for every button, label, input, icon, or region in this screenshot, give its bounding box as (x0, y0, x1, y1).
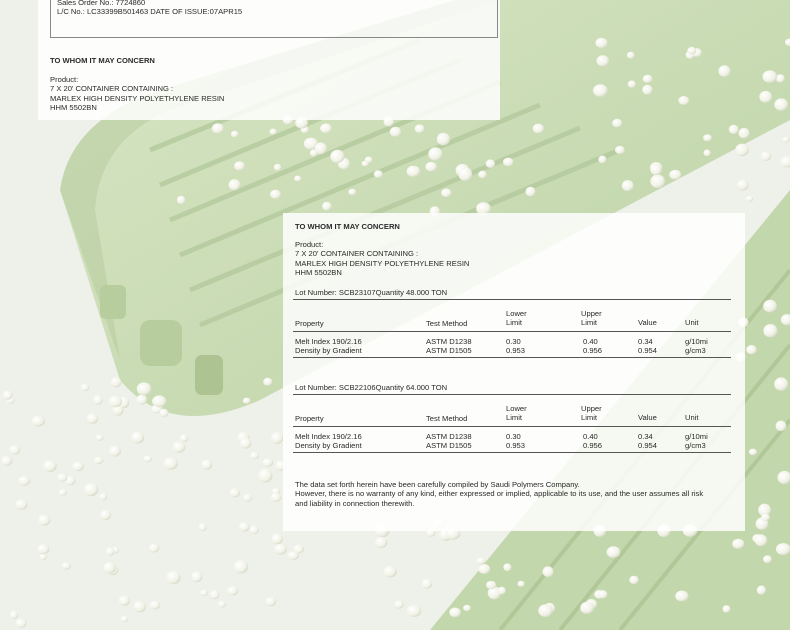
resin-pellet (782, 137, 789, 143)
resin-pellet (441, 189, 451, 198)
resin-pellet (9, 445, 20, 455)
sales-order-number: Sales Order No.: 7724860 (57, 0, 146, 7)
resin-pellet (622, 180, 634, 191)
resin-pellet (271, 493, 282, 502)
resin-pellet (759, 91, 772, 103)
resin-pellet (478, 564, 490, 574)
resin-pellet (202, 459, 213, 469)
resin-pellet (746, 345, 757, 354)
resin-pellet (10, 611, 18, 619)
table-cell: ASTM D1505 (426, 441, 472, 450)
resin-pellet (152, 395, 166, 407)
col-upper-2: Limit (581, 318, 598, 327)
resin-pellet (628, 80, 636, 87)
resin-pellet (243, 494, 252, 502)
table-cell: 0.30 (506, 432, 521, 441)
resin-pellet (3, 391, 13, 400)
resin-pellet (272, 533, 283, 544)
resin-pellet (271, 432, 284, 444)
resin-pellet (100, 510, 111, 520)
resin-pellet (375, 537, 387, 548)
resin-pellet (642, 85, 652, 95)
table-rule (293, 331, 731, 332)
table-cell: 0.34 (638, 337, 653, 346)
resin-pellet (763, 300, 777, 313)
resin-pellet (37, 544, 49, 554)
resin-pellet (231, 131, 239, 138)
resin-pellet (607, 546, 621, 558)
concern-heading: TO WHOM IT MAY CONCERN (50, 56, 155, 65)
resin-pellet (274, 544, 286, 555)
resin-pellet (109, 396, 122, 407)
resin-pellet (250, 526, 259, 534)
resin-pellet (463, 605, 471, 611)
resin-pellet (729, 125, 739, 134)
col-lower-1: Lower (506, 404, 527, 413)
col-lower-2: Limit (506, 318, 523, 327)
resin-pellet (212, 123, 224, 133)
resin-pellet (704, 150, 711, 157)
resin-pellet (144, 455, 153, 462)
resin-pellet (111, 377, 122, 387)
resin-pellet (263, 378, 272, 386)
resin-pellet (437, 133, 450, 146)
table-cell: g/cm3 (685, 346, 706, 355)
col-lower-2: Limit (506, 413, 523, 422)
resin-pellet (100, 493, 107, 500)
col-test-method: Test Method (426, 319, 468, 328)
table-cell: g/cm3 (685, 441, 706, 450)
resin-pellet (478, 171, 486, 179)
table-rule (293, 452, 731, 453)
resin-pellet (498, 587, 506, 595)
resin-pellet (96, 434, 104, 440)
resin-pellet (1, 456, 12, 466)
lot-number-line (295, 383, 447, 392)
resin-pellet (320, 123, 332, 133)
resin-pellet (703, 134, 712, 141)
resin-pellet (627, 52, 635, 59)
resin-pellet (598, 590, 607, 598)
resin-pellet (763, 555, 772, 563)
resin-pellet (687, 47, 696, 54)
resin-pellet (749, 449, 757, 456)
resin-pellet (234, 161, 245, 170)
resin-pellet (477, 557, 486, 565)
resin-pellet (615, 146, 625, 154)
resin-pellet (199, 523, 207, 531)
resin-pellet (459, 167, 473, 181)
resin-pellet (239, 522, 250, 532)
product-line: 7 X 20' CONTAINER CONTAINING : (295, 249, 419, 259)
resin-pellet (669, 170, 681, 180)
resin-pellet (774, 98, 788, 110)
resin-pellet (763, 324, 777, 337)
resin-pellet (612, 119, 622, 128)
resin-pellet (762, 70, 777, 82)
resin-pellet (137, 395, 148, 405)
resin-pellet (315, 142, 327, 154)
table-cell: 0.34 (638, 432, 653, 441)
product-line: MARLEX HIGH DENSITY POLYETHYLENE RESIN (50, 93, 225, 103)
resin-pellet (40, 553, 47, 560)
resin-pellet (776, 74, 785, 82)
resin-pellet (407, 605, 422, 617)
resin-pellet (210, 590, 219, 599)
table-cell: 0.953 (506, 441, 526, 450)
col-upper-1: Upper (581, 404, 602, 413)
resin-pellet (191, 571, 202, 582)
resin-pellet (774, 377, 788, 390)
table-cell: 0.954 (638, 441, 658, 450)
table-cell: 0.30 (506, 337, 521, 346)
resin-pellet (149, 544, 159, 553)
resin-pellet (163, 457, 178, 470)
product-line: HHM 5502BN (295, 268, 342, 278)
col-property: Property (295, 414, 324, 423)
resin-pellet (739, 128, 750, 139)
resin-pellet (678, 96, 689, 105)
resin-pellet (150, 601, 161, 610)
certificate-top (38, 0, 500, 120)
resin-pellet (218, 601, 226, 608)
certificate-main (283, 213, 745, 531)
product-line: MARLEX HIGH DENSITY POLYETHYLENE RESIN (295, 258, 470, 268)
resin-pellet (755, 534, 767, 546)
table-cell: g/10mi (685, 432, 708, 441)
disclaimer-line: and liability in connection therewith. (295, 498, 415, 508)
resin-pellet (134, 601, 146, 613)
resin-pellet (288, 551, 299, 560)
table-cell: Melt Index 190/2.16 (295, 432, 362, 441)
table-rule (293, 394, 731, 395)
product-line: HHM 5502BN (50, 103, 97, 113)
resin-pellet (180, 434, 188, 442)
resin-pellet (200, 590, 208, 596)
col-unit: Unit (685, 318, 699, 327)
resin-pellet (263, 458, 273, 467)
lot-number-line (295, 288, 447, 297)
resin-pellet (81, 384, 89, 392)
lot-number-text: Lot Number: SCB22106Quantity 64.000 TON (295, 383, 448, 392)
col-lower-1: Lower (506, 309, 527, 318)
resin-pellet (120, 616, 128, 623)
table-cell: Melt Index 190/2.16 (295, 337, 362, 346)
table-cell: g/10mi (685, 337, 708, 346)
table-cell: ASTM D1238 (426, 337, 472, 346)
resin-pellet (87, 413, 98, 424)
table-cell: Density by Gradient (295, 441, 362, 450)
col-property: Property (295, 319, 324, 328)
resin-pellet (597, 55, 610, 66)
resin-pellet (407, 166, 421, 177)
resin-pellet (503, 563, 511, 571)
resin-pellet (106, 547, 115, 555)
resin-pellet (761, 151, 771, 161)
resin-pellet (73, 462, 84, 472)
order-box (50, 0, 498, 38)
resin-pellet (776, 421, 787, 432)
resin-pellet (57, 473, 67, 481)
resin-pellet (395, 600, 404, 608)
resin-pellet (250, 452, 259, 460)
table-cell: Density by Gradient (295, 346, 362, 355)
resin-pellet (761, 514, 770, 521)
resin-pellet (15, 499, 27, 509)
resin-pellet (177, 196, 185, 204)
resin-pellet (629, 576, 638, 584)
resin-pellet (229, 179, 241, 190)
table-rule (293, 357, 731, 358)
resin-pellet (227, 586, 238, 595)
table-cell: 0.954 (638, 346, 658, 355)
resin-pellet (43, 460, 57, 472)
resin-pellet (543, 566, 554, 577)
resin-pellet (94, 456, 103, 464)
resin-pellet (166, 571, 180, 585)
resin-pellet (62, 562, 71, 570)
table-cell: 0.956 (583, 346, 603, 355)
product-label: Product: (50, 75, 79, 84)
resin-pellet (234, 560, 248, 573)
resin-pellet (240, 438, 251, 449)
resin-pellet (270, 190, 281, 199)
table-cell: ASTM D1238 (426, 432, 472, 441)
resin-pellet (270, 129, 277, 135)
col-test-method: Test Method (426, 414, 468, 423)
resin-pellet (425, 162, 437, 172)
resin-pellet (428, 147, 442, 160)
resin-pellet (486, 159, 495, 168)
product-block (295, 240, 469, 278)
table-cell: 0.956 (583, 441, 603, 450)
resin-pellet (415, 124, 425, 133)
resin-pellet (518, 581, 525, 587)
col-upper-1: Upper (581, 309, 602, 318)
disclaimer (295, 480, 735, 508)
resin-pellet (449, 608, 461, 618)
col-value: Value (638, 413, 657, 422)
resin-pellet (486, 581, 496, 589)
product-line: 7 X 20' CONTAINER CONTAINING : (50, 84, 174, 94)
table-rule (293, 299, 731, 300)
col-upper-2: Limit (581, 413, 598, 422)
resin-pellet (580, 602, 594, 614)
resin-pellet (294, 176, 301, 182)
resin-pellet (718, 65, 730, 77)
resin-pellet (675, 591, 688, 602)
disclaimer-line: However, there is no warranty of any kind, either expressed or implied, applicable to its use, and the user assumes all risk (295, 489, 704, 499)
resin-pellet (650, 164, 661, 175)
resin-pellet (503, 158, 514, 167)
resin-pellet (32, 416, 45, 427)
resin-pellet (322, 202, 331, 211)
product-block (50, 75, 224, 113)
col-value: Value (638, 318, 657, 327)
resin-pellet (243, 398, 251, 404)
resin-pellet (422, 579, 432, 589)
resin-pellet (643, 75, 653, 83)
resin-pellet (374, 170, 383, 178)
resin-pellet (595, 38, 607, 48)
resin-pellet (735, 144, 749, 157)
resin-pellet (348, 189, 356, 195)
resin-pellet (746, 196, 753, 202)
resin-pellet (104, 562, 116, 574)
concern-heading: TO WHOM IT MAY CONCERN (295, 222, 400, 231)
table-cell: 0.40 (583, 432, 598, 441)
resin-pellet (137, 382, 152, 395)
resin-pellet (538, 604, 552, 617)
resin-pellet (533, 124, 544, 134)
table-cell: 0.40 (583, 337, 598, 346)
resin-pellet (16, 618, 27, 628)
resin-pellet (173, 441, 186, 452)
resin-pellet (159, 409, 168, 418)
table-cell: 0.953 (506, 346, 526, 355)
resin-pellet (593, 84, 608, 97)
resin-pellet (732, 539, 744, 549)
resin-pellet (757, 586, 766, 595)
col-unit: Unit (685, 413, 699, 422)
resin-pellet (59, 489, 67, 496)
resin-pellet (330, 150, 344, 163)
lot-number-text: Lot Number: SCB23107Quantity 48.000 TON (295, 288, 448, 297)
resin-pellet (119, 595, 130, 605)
resin-pellet (230, 488, 241, 497)
resin-pellet (266, 597, 277, 606)
resin-pellet (383, 566, 396, 577)
resin-pellet (598, 156, 606, 164)
resin-pellet (109, 446, 121, 457)
resin-pellet (737, 180, 749, 191)
resin-pellet (258, 469, 272, 483)
resin-pellet (723, 605, 731, 613)
resin-pellet (365, 157, 373, 164)
resin-pellet (93, 395, 103, 405)
resin-pellet (38, 515, 50, 526)
table-cell: ASTM D1505 (426, 346, 472, 355)
resin-pellet (18, 476, 30, 486)
resin-pellet (650, 175, 665, 189)
resin-pellet (526, 187, 536, 197)
table-rule (293, 426, 731, 427)
resin-pellet (131, 432, 144, 444)
lc-number-line: L/C No.: LC33399B501463 DATE OF ISSUE:07APR15 (57, 7, 243, 17)
disclaimer-line: The data set forth herein have been carefully compiled by Saudi Polymers Company. (295, 480, 580, 489)
resin-pellet (84, 483, 99, 496)
resin-pellet (274, 164, 281, 171)
product-label: Product: (295, 240, 324, 249)
resin-pellet (390, 127, 401, 137)
